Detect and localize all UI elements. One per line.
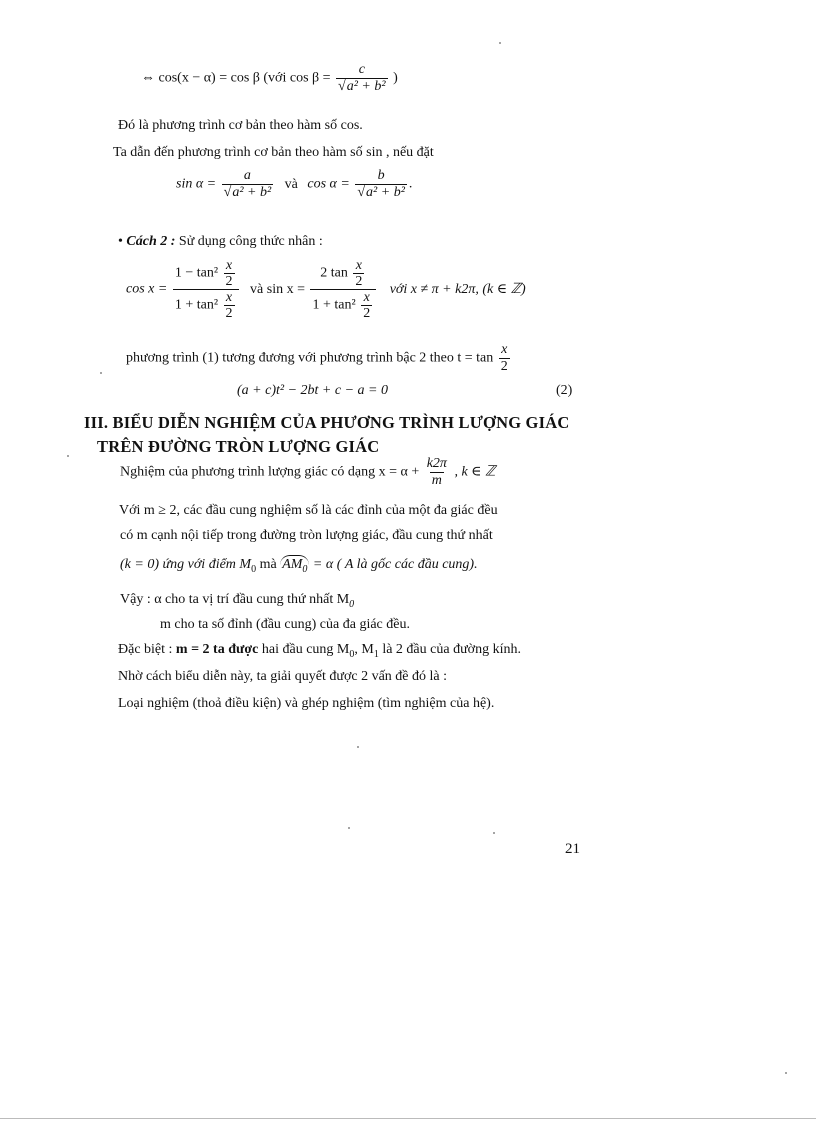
text-eliminate-combine: Loại nghiệm (thoả điều kiện) và ghép nghiệm (tìm nghiệm của hệ). [118,696,495,711]
scan-speck [100,372,102,374]
equation-double-angle: cos x = 1 − tan² $\frac{x}{2}$ 1 + tan² $\frac{x}{2}$ và sin x = 2 tan $\frac{x}{2}$ 1 + tan² $\frac{x}{2}$ với x ≠ π + k2π, (k ∈ ℤ) [126,258,526,321]
text-problems-solved: Nhờ cách biểu diễn này, ta giải quyết được 2 vấn đề đó là : [118,669,447,684]
text-inscribed: có m cạnh nội tiếp trong đường tròn lượng giác, đầu cung thứ nhất [120,528,493,543]
scan-speck [785,1072,787,1074]
text-quadratic-in-t: phương trình (1) tương đương với phương trình bậc 2 theo t = tan $\frac{x}{2}$ [126,342,508,374]
text-cos-basic: Đó là phương trình cơ bản theo hàm số cos. [118,118,363,133]
equation-sin-cos-alpha: sin α = $\frac{a}{\text{√a² + b²}}$ và cos α = $\frac{b}{\text{√a² + b²}}$ . [176,168,413,200]
scan-speck [67,455,69,457]
scan-speck [357,746,359,748]
text-polygon-vertices: Với m ≥ 2, các đầu cung nghiệm số là các đỉnh của một đa giác đều [119,503,498,518]
page-number: 21 [565,841,580,857]
text-m-vertices: m cho ta số đỉnh (đầu cung) của đa giác đều. [160,617,410,632]
equation-number: (2) [556,383,573,398]
section-heading-line-2: TRÊN ĐƯỜNG TRÒN LƯỢNG GIÁC [97,437,380,456]
scan-speck [493,832,495,834]
scan-speck [499,42,501,44]
text-solution-form: Nghiệm của phương trình lượng giác có dạng x = α + $\frac{k2\pi}{m}$ , k ∈ ℤ [120,456,496,488]
section-heading-line-1: III. BIỂU DIỄN NGHIỆM CỦA PHƯƠNG TRÌNH LƯỢNG GIÁC [84,413,570,432]
scan-speck [348,827,350,829]
equation-2: (a + c)t² − 2bt + c − a = 0 [237,383,388,398]
arc-am0: $AM_0$ [282,557,308,575]
equation-cos-beta: ⇔ cos(x − α) = cos β (với cos β = $\frac{c}{\text{√a² + b²}}$ ) [141,62,398,94]
text-first-point: (k = 0) ứng với điểm $M_0$ mà $AM_0 = \alpha$ ( A là gốc các đầu cung). [120,557,478,575]
text-special-case: Đặc biệt : m = 2 ta được hai đầu cung $M_0$, $M_1$ là 2 đầu của đường kính. [118,642,521,660]
text-sin-basic: Ta dẫn đến phương trình cơ bản theo hàm số sin , nếu đặt [113,145,434,160]
fraction-c-over-sqrt: $\frac{c}{\text{√a² + b²}}$ [338,62,386,94]
method-2-heading: • Cách 2 : Sử dụng công thức nhân : [118,234,323,249]
scan-edge-line [0,1118,816,1119]
text-alpha-position: Vậy : α cho ta vị trí đầu cung thứ nhất $M_0$ [120,592,355,610]
